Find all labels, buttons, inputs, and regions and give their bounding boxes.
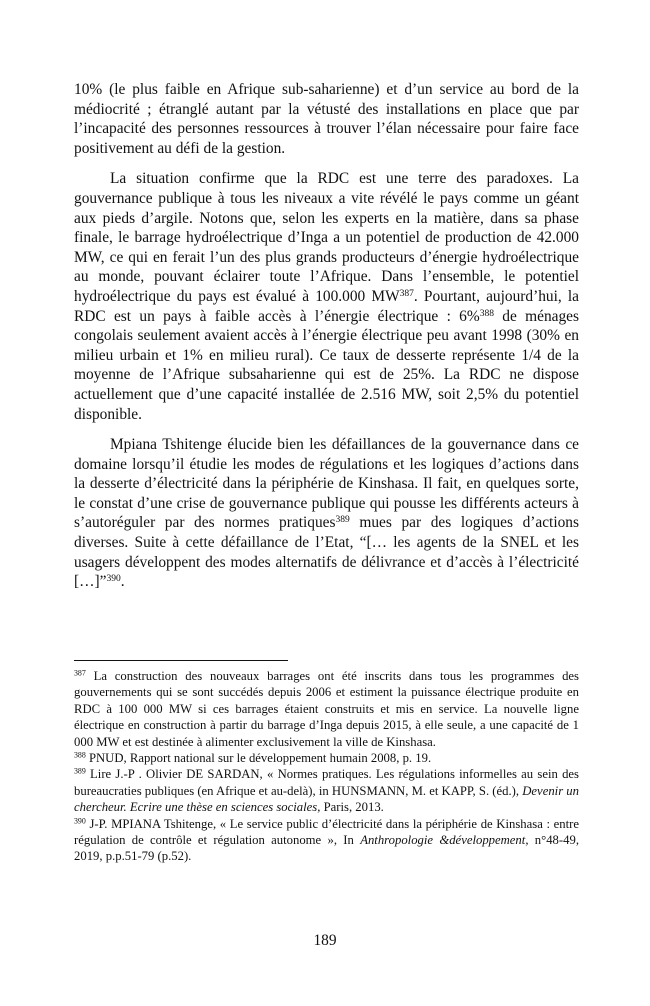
footnote-italic-title: Devenir un chercheur. Ecrire une thèse en sciences sociales, (74, 783, 579, 815)
paragraph-text: . (120, 573, 125, 591)
main-text (74, 80, 579, 603)
footnote-divider (74, 660, 288, 661)
footnote-ref-387[interactable]: 387 (399, 287, 414, 299)
footnote-text: Lire J.-P . Olivier DE SARDAN, « Normes pratiques. Les régulations informelles au sein des bureaucraties publiques (en Afrique et au-delà), in HUNSMANN, M. et KAPP, S. (éd.), (74, 767, 579, 798)
footnote-387 (74, 668, 579, 750)
page-number: 189 (313, 932, 337, 949)
paragraph-continuation (74, 80, 579, 158)
footnote-number: 389 (74, 767, 86, 777)
paragraph-text: de ménages congolais seulement avaient accès à l’énergie électrique peu avant 1998 (30% en milieu urbain et 1% en milieu rural). Ce taux de desserte représente 1/4 de la moyenne de l’Afrique subsaharienne qui est de 25%. La RDC ne dispose actuellement que d’une capacité installée de 2.516 MW, soit 2,5% du potentiel disponible. (74, 307, 579, 423)
footnote-text: PNUD, Rapport national sur le développement humain 2008, p. 19. (85, 751, 432, 766)
footnote-italic-title: Anthropologie &développement (360, 833, 526, 848)
footnote-ref-388[interactable]: 388 (479, 307, 494, 319)
footnote-388 (74, 750, 579, 766)
footnote-text: Paris, 2013. (320, 800, 384, 815)
footnote-ref-389[interactable]: 389 (335, 514, 350, 526)
footnote-text: , n°48-49, 2019, p.p.51-79 (p.52). (74, 833, 579, 864)
paragraph-text: La situation confirme que la RDC est une terre des paradoxes. La gouvernance publique à tous les niveaux a vite révélé le pays comme un géant aux pieds d’argile. Notons que, selon les experts en la matière, dans sa phase finale, le barrage hydroélectrique d’Inga a un potentiel de production de 42.000 MW, ce qui en ferait l’un des plus grands producteurs d’énergie hydroélectrique au monde, pouvant éclairer toute l’Afrique. Dans l’ensemble, le potentiel hydroélectrique du pays est évalué à 100.000 MW (74, 170, 579, 305)
footnote-number: 387 (74, 668, 86, 678)
paragraph-text: Mpiana Tshitenge élucide bien les défaillances de la gouvernance dans ce domaine lorsqu’il étudie les modes de régulations et les logiques d’actions dans la desserte d’électricité dans la périphérie de Kinshasa. Il fait, en quelques sorte, le constat d’une crise de gouvernance publique qui pousse les différents acteurs à s’autoréguler par des normes pratiques (74, 436, 579, 532)
paragraph-mpiana (74, 435, 579, 592)
footnote-389 (74, 766, 579, 815)
footnote-number: 390 (74, 816, 86, 826)
footnotes (74, 668, 579, 865)
paragraph-text: . Pourtant, aujourd’hui, la RDC est un pays à faible accès à l’énergie électrique : 6% (74, 287, 579, 325)
footnote-390 (74, 816, 579, 865)
paragraph-rdc-paradoxes (74, 169, 579, 424)
paragraph-text: 10% (le plus faible en Afrique sub-saharienne) et d’un service au bord de la médiocrité ; étranglé autant par la vétusté des installations en place que par l’incapacité des personnes ressources à trouver l’élan nécessaire pour faire face positivement au défi de la gestion. (74, 81, 579, 157)
footnote-text: La construction des nouveaux barrages ont été inscrits dans tous les programmes des gouvernements qui se sont succédés depuis 2006 et estiment la puissance électrique produite en RDC à 100 000 MW si ces barrages étaient construits et mis en service. La nouvelle ligne électrique en construction à partir du barrage d’Inga depuis 2015, à elle seule, a une capacité de 1 000 MW et est destinée à alimenter exclusivement la ville de Kinshasa. (74, 669, 579, 749)
footnote-ref-390[interactable]: 390 (106, 573, 121, 584)
paragraph-text: mues par des logiques d’actions diverses. Suite à cette défaillance de l’Etat, “[… les agents de la SNEL et les usagers développent des modes alternatifs de délivrance et d’accès à l’électricité […]” (74, 514, 579, 591)
footnote-text: J-P. MPIANA Tshitenge, « Le service public d’électricité dans la périphérie de Kinshasa : entre régulation de contrôle et régulation autonome », In (74, 816, 579, 848)
footnote-number: 388 (74, 750, 86, 760)
